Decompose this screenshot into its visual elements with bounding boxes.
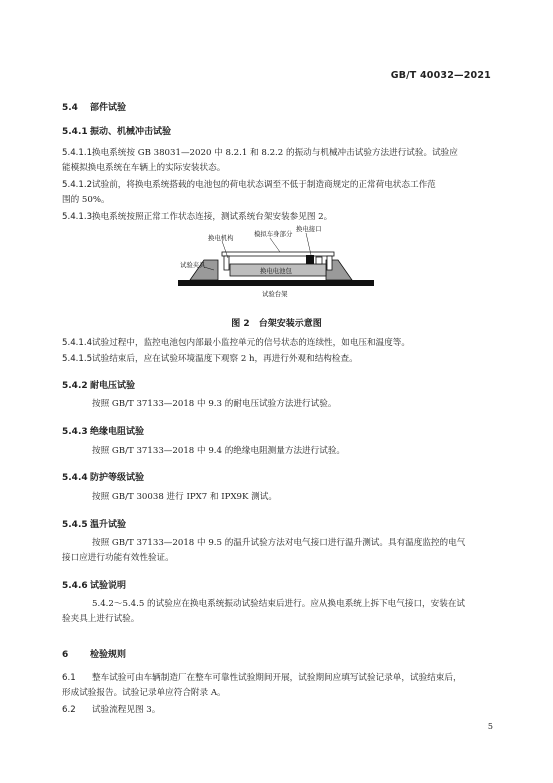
section-5-4-heading: 5.4 部件试验 <box>62 103 127 113</box>
paragraph-5-4-1-4: 5.4.1.4试验过程中，监控电池包内部最小监控单元的信号状态的连续性，如电压和温度等。 <box>62 338 410 348</box>
simulated-body <box>222 252 334 256</box>
label-pack: 换电电池包 <box>260 267 292 275</box>
paragraph-5-4-3: 按照 GB/T 37133—2018 中 9.4 的绝缘电阻测量方法进行试验。 <box>92 446 346 456</box>
paragraph-6-1: 6.1 整车试验可由车辆制造厂在整车可靠性试验期间开展，试验期间应填写试验记录单，试验结束后， 形成试验报告。试验记录单应符合附录 A。 <box>62 673 462 698</box>
section-5-4-6-heading: 5.4.6 试验说明 <box>62 581 127 591</box>
label-mechanism: 换电机构 <box>208 234 234 242</box>
section-5-4-4-heading: 5.4.4 防护等级试验 <box>62 473 145 483</box>
bench-base <box>178 280 374 286</box>
paragraph-5-4-1-2: 5.4.1.2试验前，将换电系统搭载的电池包的荷电状态调至不低于制造商规定的正常荷电状态工作范 围的 50%。 <box>62 180 436 205</box>
paragraph-5-4-1-1: 5.4.1.1换电系统按 GB 38031—2020 中 8.2.1 和 8.2.2 的振动与机械冲击试验方法进行试验。试验应 能模拟换电系统在车辆上的实际安装状态。 <box>62 148 458 173</box>
standard-number: GB/T 40032—2021 <box>390 70 491 81</box>
paragraph-5-4-2: 按照 GB/T 37133—2018 中 9.3 的耐电压试验方法进行试验。 <box>92 399 337 409</box>
figure-2-caption: 图 2 台架安装示意图 <box>231 319 322 329</box>
paragraph-5-4-6: 5.4.2～5.4.5 的试验应在换电系统振动试验结束后进行。应从换电系统上拆下电气接口，安装在试 验夹具上进行试验。 <box>62 599 466 624</box>
paragraph-5-4-1-3: 5.4.1.3换电系统按照正常工作状态连接，测试系统台架安装参见图 2。 <box>62 212 333 222</box>
label-bench: 试验台架 <box>262 290 288 298</box>
label-body: 模拟车身部分 <box>254 230 293 238</box>
paragraph-5-4-1-5: 5.4.1.5试验结束后，应在试验环境温度下观察 2 h，再进行外观和结构检查。 <box>62 354 358 364</box>
paragraph-6-2: 6.2 试验流程见图 3。 <box>62 705 161 715</box>
section-6-heading: 6 检验规则 <box>62 650 127 660</box>
label-connector: 换电接口 <box>296 225 322 233</box>
page-number: 5 <box>487 722 493 731</box>
mechanism-bracket-left <box>224 256 229 270</box>
label-fixture: 试验夹具 <box>180 261 206 269</box>
paragraph-5-4-5: 按照 GB/T 37133—2018 中 9.5 的温升试验方法对电气接口进行温升测试。具有温度监控的电气 接口应进行功能有效性验证。 <box>62 538 466 563</box>
mechanism-bracket-right <box>327 256 332 270</box>
paragraph-5-4-4: 按照 GB/T 30038 进行 IPX7 和 IPX9K 测试。 <box>92 492 277 502</box>
section-5-4-1-heading: 5.4.1 振动、机械冲击试验 <box>62 127 172 137</box>
section-5-4-3-heading: 5.4.3 绝缘电阻试验 <box>62 427 145 437</box>
section-5-4-2-heading: 5.4.2 耐电压试验 <box>62 381 136 391</box>
connector-block <box>306 255 314 264</box>
section-5-4-5-heading: 5.4.5 温升试验 <box>62 520 127 530</box>
bench-installation-diagram <box>160 222 400 306</box>
connector-plug <box>316 257 322 264</box>
leader-body <box>270 238 280 252</box>
